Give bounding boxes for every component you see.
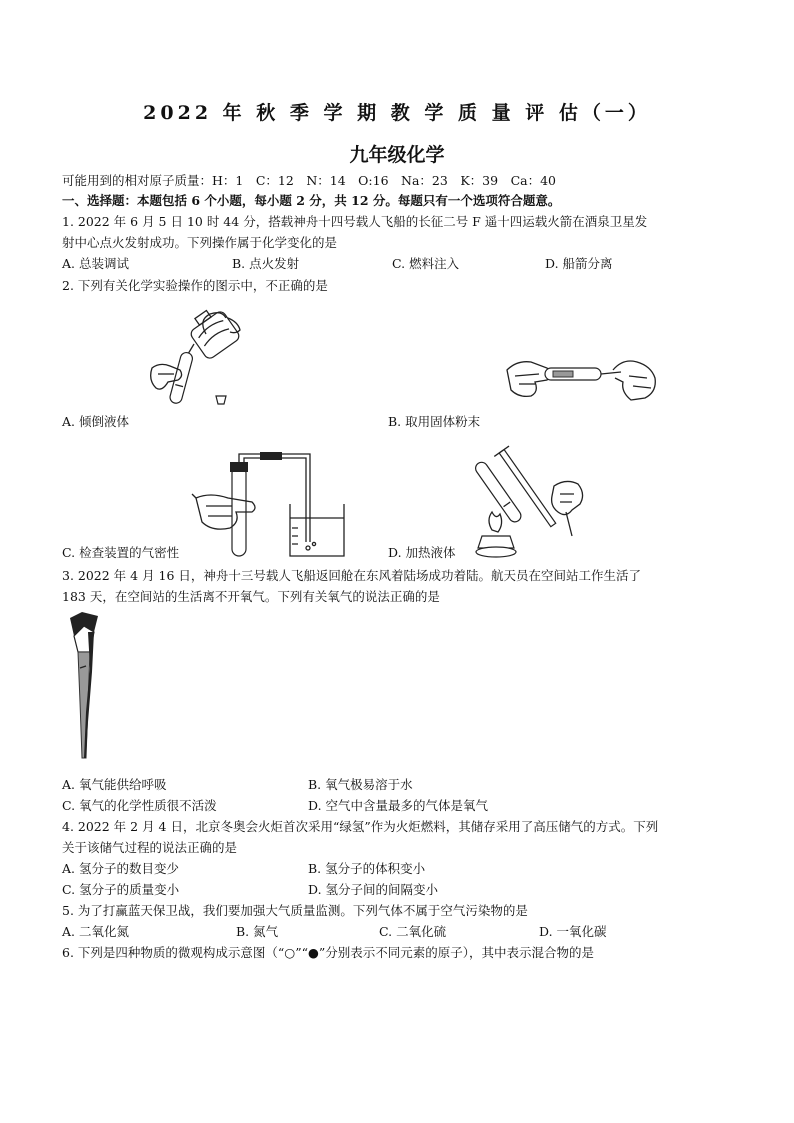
question-5-option-c: C. 二氧化硫 [379,924,447,939]
question-1-option-a: A. 总装调试 [62,256,129,271]
page-subtitle: 九年级化学 [349,144,445,166]
question-4-option-d: D. 氢分子间的间隔变小 [308,882,439,897]
atomic-masses-line: 可能用到的相对原子质量：H：1 C：12 N：14 O:16 Na：23 K：39 Ca：40 [62,173,556,188]
question-3-option-b: B. 氧气极易溶于水 [308,777,413,792]
question-5-option-a: A. 二氧化氮 [62,924,129,939]
figure-heating-liquid [470,450,600,562]
question-2-option-c: C. 检查装置的气密性 [62,545,180,560]
question-3-option-a: A. 氧气能供给呼吸 [62,777,167,792]
figure-pouring-liquid [140,300,250,410]
question-1-text-line-1: 1. 2022 年 6 月 5 日 10 时 44 分，搭载神舟十四号载人飞船的长征二号 F 遥十四运载火箭在酒泉卫星发 [62,214,648,229]
question-4-option-a: A. 氢分子的数目变少 [62,861,179,876]
figure-olympic-torch [66,612,102,762]
question-1-option-b: B. 点火发射 [232,256,300,271]
question-2-option-a: A. 倾倒液体 [62,414,129,429]
question-3-text-line-1: 3. 2022 年 4 月 16 日，神舟十三号载人飞船返回舱在东风着陆场成功着陆。航天员在空间站工作生活了 [62,568,641,583]
question-3-text-line-2: 183 天，在空间站的生活离不开氧气。下列有关氧气的说法正确的是 [62,589,440,604]
question-5-option-b: B. 氮气 [236,924,279,939]
question-2-text-line-1: 2. 下列有关化学实验操作的图示中，不正确的是 [62,278,328,293]
question-2-option-d: D. 加热液体 [388,545,456,560]
question-5-text-line-1: 5. 为了打赢蓝天保卫战，我们要加强大气质量监测。下列气体不属于空气污染物的是 [62,903,528,918]
question-3-option-d: D. 空气中含量最多的气体是氧气 [308,798,489,813]
question-4-option-b: B. 氢分子的体积变小 [308,861,426,876]
figure-solid-powder [505,352,660,412]
question-4-text-line-1: 4. 2022 年 2 月 4 日，北京冬奥会火炬首次采用“绿氢”作为火炬燃料，其储存采用了高压储气的方式。下列 [62,819,659,834]
question-1-option-c: C. 燃料注入 [392,256,460,271]
figure-airtightness-check [192,448,362,560]
question-6-text-line-1: 6. 下列是四种物质的微观构成示意图（“○”“●”分别表示不同元素的原子），其中表示混合物的是 [62,945,595,960]
question-2-option-b: B. 取用固体粉末 [388,414,481,429]
question-1-option-d: D. 船箭分离 [545,256,613,271]
section-heading: 一、选择题：本题包括 6 个小题，每小题 2 分，共 12 分。每题只有一个选项符合题意。 [62,193,561,208]
question-4-option-c: C. 氢分子的质量变小 [62,882,180,897]
question-5-option-d: D. 一氧化碳 [539,924,607,939]
question-1-text-line-2: 射中心点火发射成功。下列操作属于化学变化的是 [62,235,338,250]
question-4-text-line-2: 关于该储气过程的说法正确的是 [62,840,238,855]
page-title: 2022 年 秋 季 学 期 教 学 质 量 评 估（一） [143,102,651,124]
question-3-option-c: C. 氧气的化学性质很不活泼 [62,798,217,813]
